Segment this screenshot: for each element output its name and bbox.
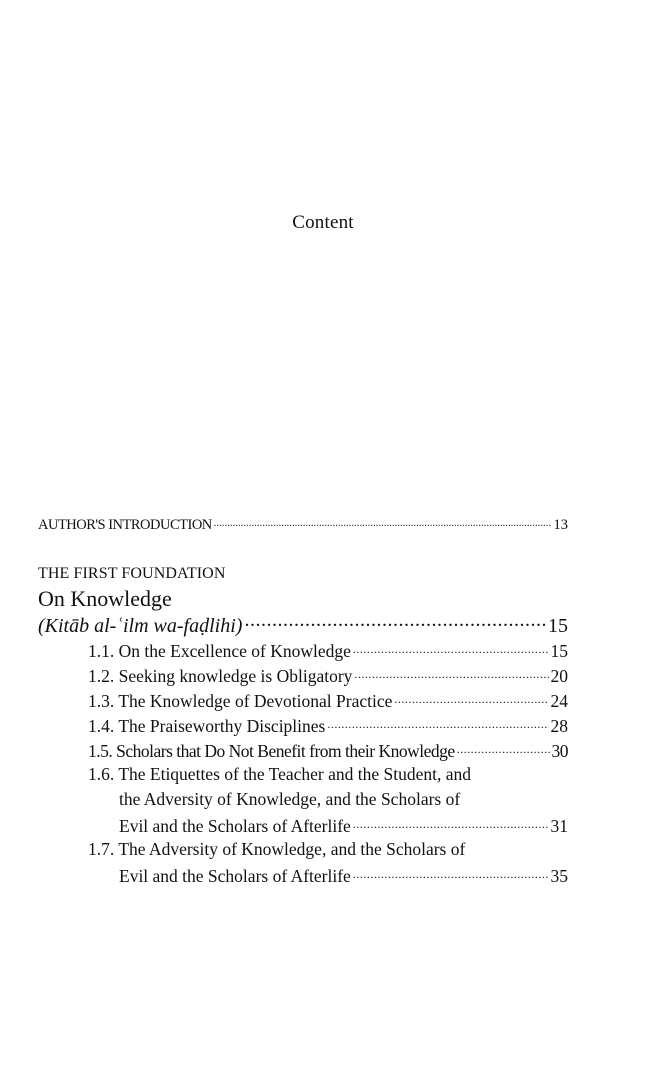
toc-entry-introduction[interactable] — [38, 514, 568, 534]
toc-entry-number: 1.1. — [88, 640, 115, 661]
toc-page-number: 13 — [553, 516, 568, 533]
toc-entry-label — [88, 716, 325, 737]
toc-entry-title: Scholars that Do Not Benefit from their Knowledge — [116, 740, 455, 761]
toc-entry-1-4[interactable] — [88, 714, 568, 737]
dot-leader — [353, 814, 549, 832]
toc-entry-label — [88, 691, 392, 712]
toc-entry-number: 1.2. — [88, 665, 115, 686]
dot-leader — [353, 639, 549, 657]
toc-entry-number: 1.7. — [88, 839, 115, 859]
toc-entry-number: 1.3. — [88, 690, 115, 711]
dot-leader — [394, 689, 548, 707]
toc-entry-1-5[interactable] — [88, 739, 568, 762]
toc-page-number: 15 — [548, 615, 568, 637]
toc-entry-1-6-line2: the Adversity of Knowledge, and the Scholars of — [119, 789, 461, 809]
toc-entry-1-6-line1[interactable] — [88, 764, 471, 785]
toc-page-number: 20 — [550, 665, 568, 686]
dot-leader — [327, 714, 548, 732]
toc-page-number: 28 — [550, 715, 568, 736]
dot-leader — [353, 864, 549, 882]
dot-leader — [457, 739, 550, 757]
toc-entry-foundation[interactable] — [38, 612, 568, 638]
toc-entry-title: The Adversity of Knowledge, and the Scholars of — [118, 839, 466, 859]
toc-entry-1-1[interactable] — [88, 639, 568, 662]
toc-page-number: 31 — [550, 815, 568, 836]
toc-entry-label — [88, 741, 455, 762]
toc-page-number: 15 — [550, 640, 568, 661]
toc-entry-title: The Etiquettes of the Teacher and the Student, and — [118, 764, 472, 784]
dot-leader — [244, 612, 546, 632]
toc-page-number: 24 — [550, 690, 568, 711]
dot-leader — [354, 664, 548, 682]
toc-entry-number: 1.6. — [88, 764, 115, 784]
toc-entry-number: 1.4. — [88, 715, 115, 736]
toc-entry-1-3[interactable] — [88, 689, 568, 712]
toc-entry-number: 1.5. — [88, 740, 113, 761]
toc-entry-title: The Knowledge of Devotional Practice — [118, 690, 393, 711]
toc-entry-title: Seeking knowledge is Obligatory — [118, 665, 353, 686]
section-subtitle: (Kitāb al-ʿilm wa-faḍlihi) — [38, 615, 243, 637]
toc-entry-label — [88, 666, 352, 687]
toc-entry-1-7-line1[interactable] — [88, 839, 465, 860]
dot-leader — [214, 514, 552, 529]
section-title: On Knowledge — [38, 586, 172, 611]
page-title: Content — [292, 212, 354, 233]
toc-entry-title: Evil and the Scholars of Afterlife — [119, 865, 351, 886]
toc-entry-title: Evil and the Scholars of Afterlife — [119, 815, 351, 836]
section-label: THE FIRST FOUNDATION — [38, 565, 226, 582]
toc-page-number: 30 — [551, 740, 568, 761]
toc-entry-title: The Praiseworthy Disciplines — [118, 715, 326, 736]
toc-entry-1-7-line2[interactable] — [119, 864, 568, 887]
toc-entry-label: AUTHOR'S INTRODUCTION — [38, 516, 212, 533]
toc-entry-1-2[interactable] — [88, 664, 568, 687]
toc-entry-1-6-line3[interactable] — [119, 814, 568, 837]
toc-page-number: 35 — [550, 865, 568, 886]
toc-entry-label — [88, 641, 351, 662]
toc-entry-title: On the Excellence of Knowledge — [118, 640, 351, 661]
